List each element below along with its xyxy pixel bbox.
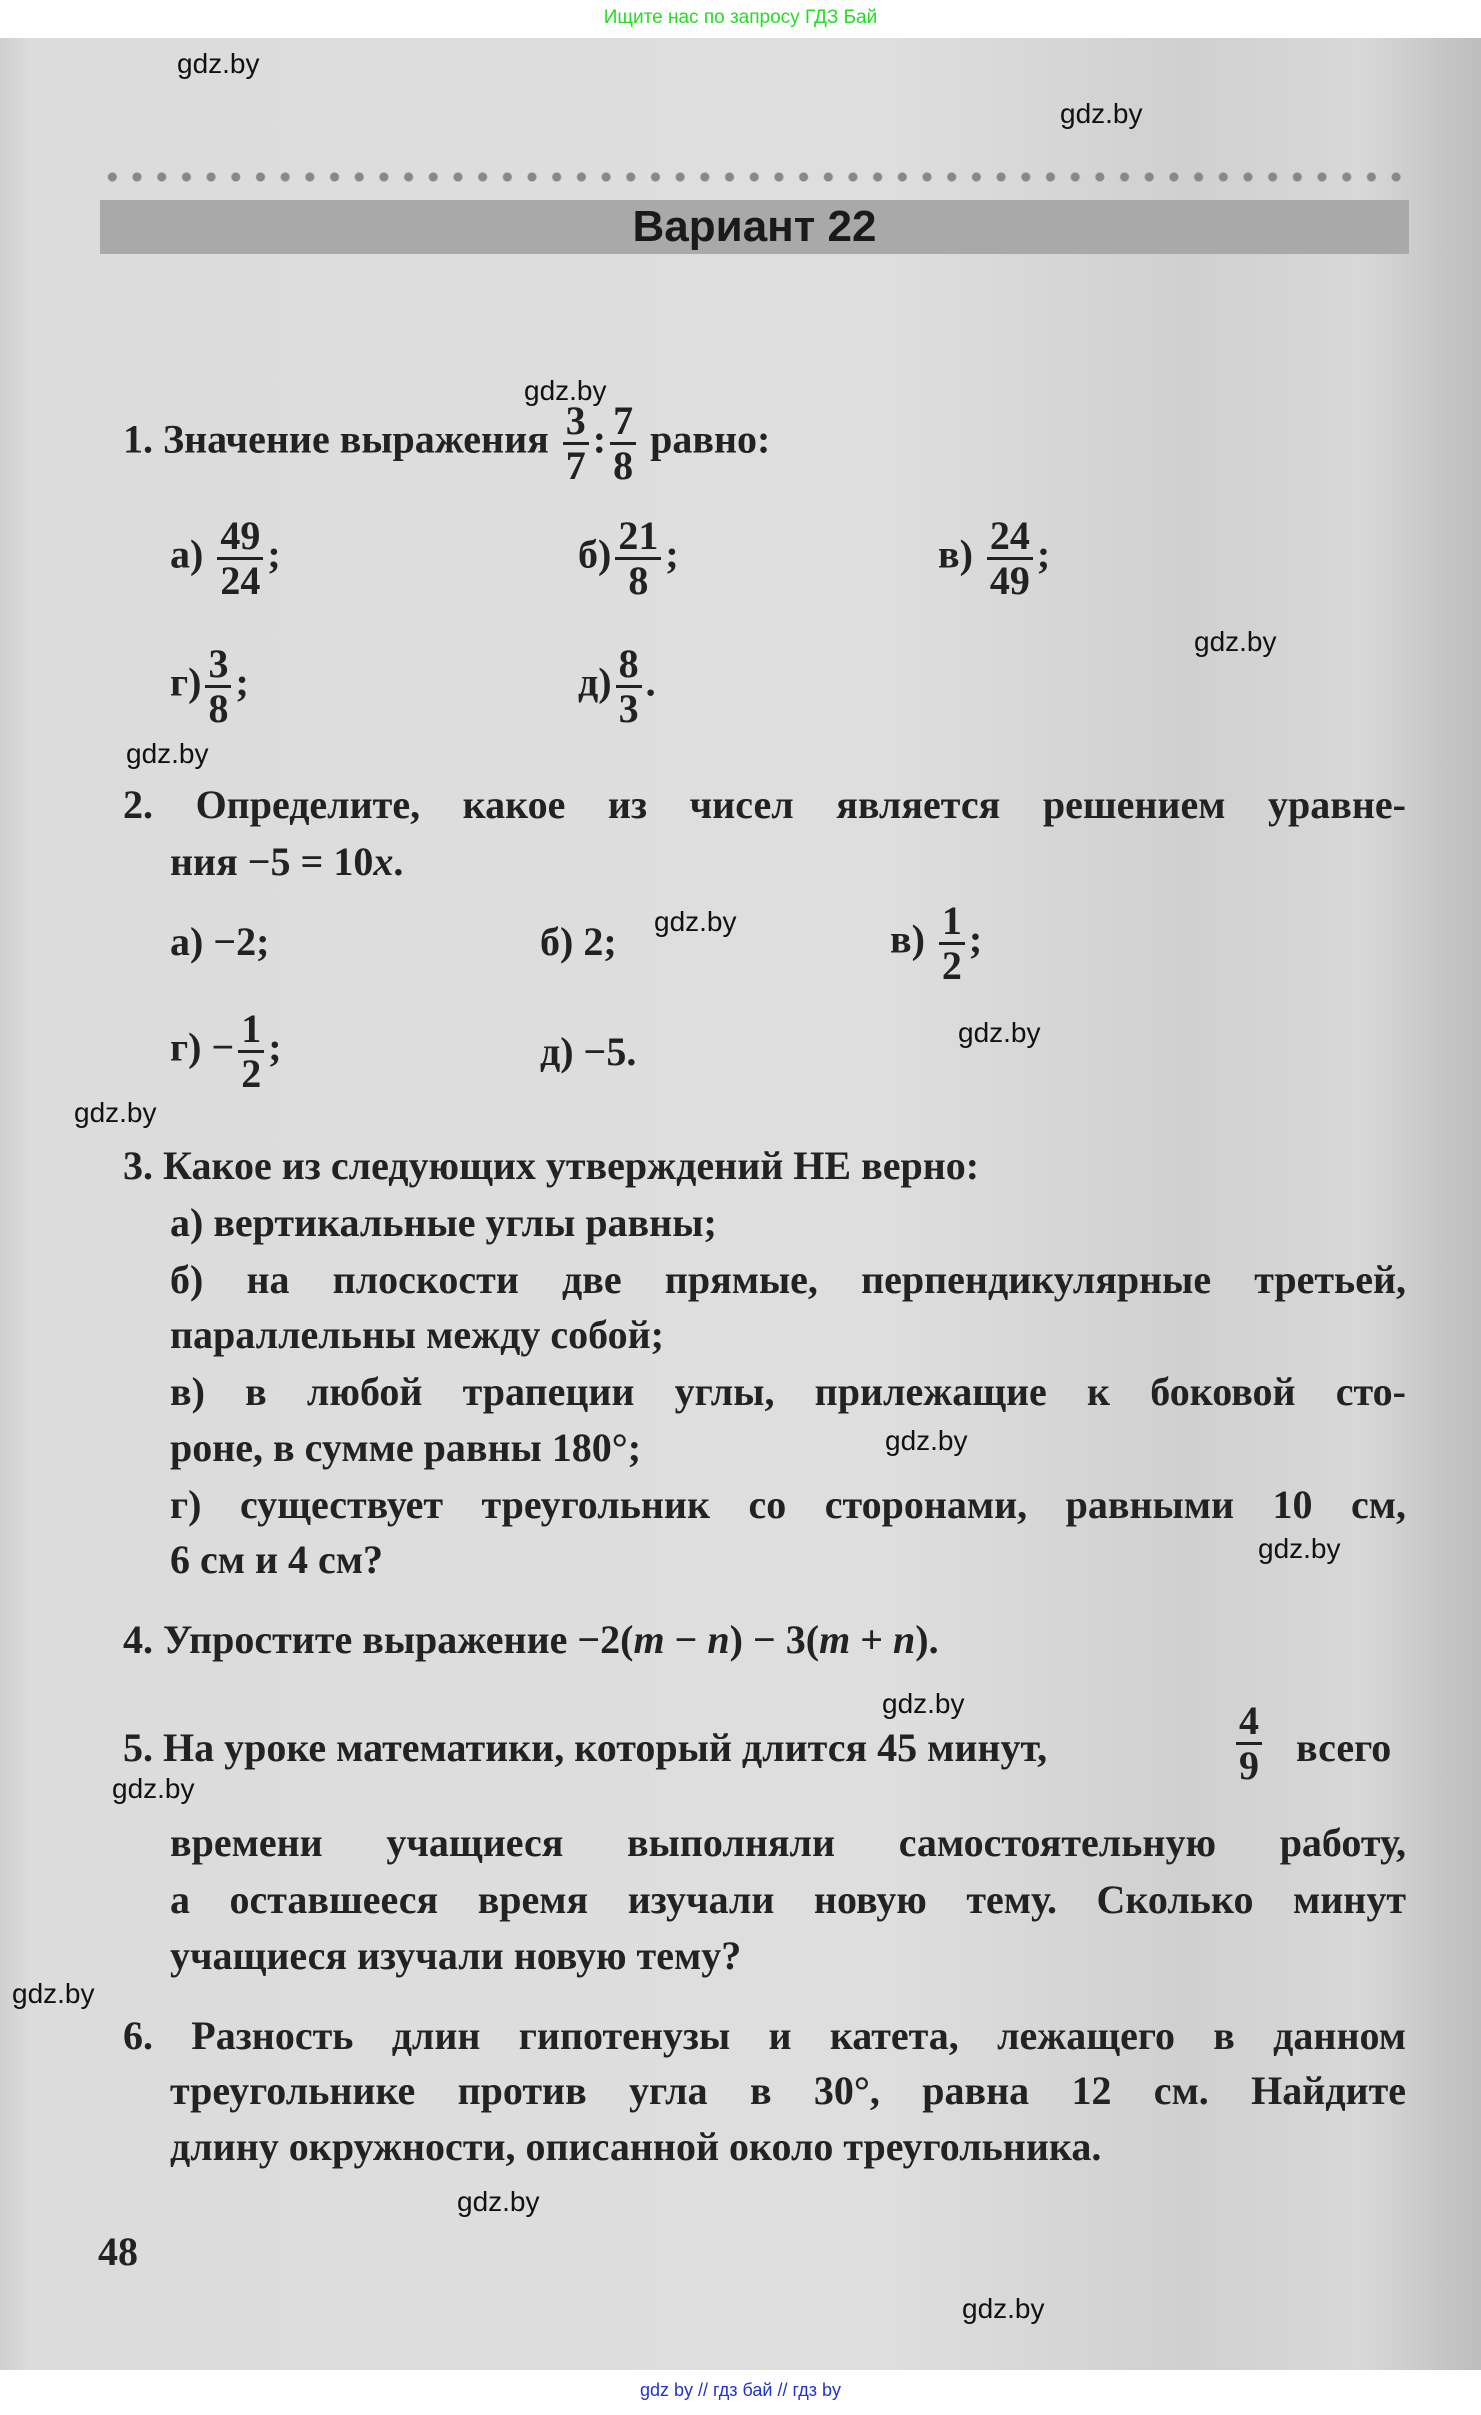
watermark: gdz.by [457,2186,540,2217]
q5-fraction: $\frac{4}{9}$ [1232,1700,1266,1787]
question-3-line: а) вертикальные углы равны; [170,1200,717,1245]
q1-option-c: в) $\frac{24}{49}$ ; [938,513,1051,603]
watermark: gdz.by [126,738,209,769]
question-6-line: длину окружности, описанной около треугольника. [170,2124,1102,2169]
watermark: gdz.by [12,1978,95,2009]
question-1 [123,400,770,487]
q2-option-e: д) −5. [540,1029,637,1074]
question-5-line: учащиеся изучали новую тему? [170,1933,742,1978]
q2-option-c: в) $\frac{1}{2}$ ; [890,898,983,988]
footer-links[interactable]: gdz by // гдз бай // гдз by [639,2380,842,2400]
q1-option-a: а) $\frac{49}{24}$ ; [170,513,281,603]
watermark: gdz.by [958,1017,1041,1048]
watermark: gdz.by [524,375,607,406]
q1-option-b: б) $\frac{21}{8}$ ; [578,513,679,603]
watermark: gdz.by [1194,626,1277,657]
dotted-divider [100,170,1409,184]
q1-tail: равно: [650,416,771,462]
fraction: $\frac{3}{7}$ [563,400,589,487]
question-3-line: б) на плоскости две прямые, перпендикулярные третьей, [170,1257,1406,1302]
q5-word: всего [1296,1725,1392,1770]
page-number: 48 [98,2229,138,2274]
question-6-line: 6. Разность длин гипотенузы и катета, лежащего в данном [123,2013,1406,2058]
watermark: gdz.by [1258,1533,1341,1564]
question-3-line: в) в любой трапеции углы, прилежащие к боковой сто- [170,1369,1406,1414]
page-title: Вариант 22 [632,202,877,251]
top-banner[interactable]: Ищите нас по запросу ГДЗ Бай [603,7,878,28]
watermark: gdz.by [885,1425,968,1456]
q1-option-e: д) $\frac{8}{3}$ . [578,641,656,731]
q2-option-d: г) − $\frac{1}{2}$ ; [170,1006,282,1096]
q1-option-d: г) $\frac{3}{8}$ ; [170,641,249,731]
watermark: gdz.by [74,1097,157,1128]
question-3-line: 6 см и 4 см? [170,1537,384,1582]
watermark: gdz.by [882,1688,965,1719]
question-2-line-2: ния −5 = 10x. [170,839,404,884]
question-5-line: времени учащиеся выполняли самостоятельную работу, [170,1820,1406,1865]
question-3-line: г) существует треугольник со сторонами, равными 10 см, [170,1482,1406,1527]
watermark: gdz.by [962,2293,1045,2324]
q2-option-b: б) 2; [540,919,617,964]
question-3-line: параллельны между собой; [170,1312,664,1357]
question-5-line-1: 5. На уроке математики, который длится 45 минут, [123,1725,1048,1770]
question-4: 4. Упростите выражение −2(m − n) − 3(m + n). [123,1617,939,1662]
q1-op: : [592,416,607,462]
watermark: gdz.by [177,48,260,79]
q2-option-a: а) −2; [170,919,270,964]
question-3-line: роне, в сумме равны 180°; [170,1425,642,1470]
watermark: gdz.by [112,1773,195,1804]
fraction: $\frac{7}{8}$ [610,400,636,487]
question-5-line: а оставшееся время изучали новую тему. Сколько минут [170,1877,1406,1922]
question-2-line-1: 2. Определите, какое из чисел является решением уравне- [123,782,1406,827]
watermark: gdz.by [654,906,737,937]
watermark: gdz.by [1060,98,1143,129]
question-6-line: треугольнике против угла в 30°, равна 12 см. Найдите [170,2068,1406,2113]
q1-text: 1. Значение выражения [123,416,549,462]
question-3-line: 3. Какое из следующих утверждений НЕ верно: [123,1143,980,1188]
